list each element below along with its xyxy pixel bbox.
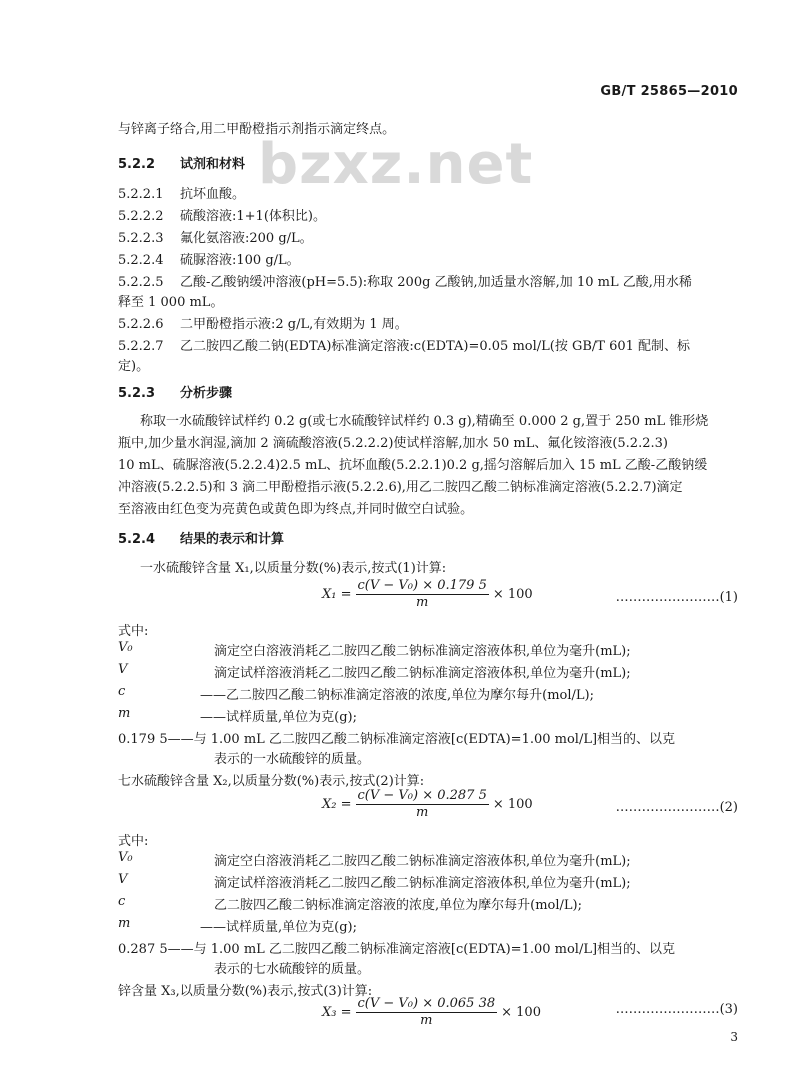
- item-5-2-2-1: 5.2.2.1 抗坏血酸。: [118, 187, 246, 202]
- equation-number-2: ……………………(2): [615, 800, 738, 815]
- equation-number-3: ……………………(3): [615, 1002, 738, 1017]
- item-5-2-2-5-cont: 释至 1 000 mL。: [118, 295, 224, 310]
- constant-line-1-cont: 表示的一水硫酸锌的质量。: [214, 752, 371, 767]
- where-label-2: 式中:: [118, 834, 149, 849]
- formula-3: X₃ = $\frac{\text{c(V − V₀) × 0.065 38}}{m}$ × 100: [322, 996, 541, 1028]
- item-5-2-2-7-cont: 定)。: [118, 359, 150, 374]
- item-5-2-2-6: 5.2.2.6 二甲酚橙指示液:2 g/L,有效期为 1 周。: [118, 317, 408, 332]
- procedure-line-4: 冲溶液(5.2.2.5)和 3 滴二甲酚橙指示液(5.2.2.6),用乙二胺四乙酸二钠标准滴定溶液(5.2.2.7)滴定: [118, 480, 683, 495]
- item-5-2-2-5: 5.2.2.5 乙酸-乙酸钠缓冲溶液(pH=5.5):称取 200g 乙酸钠,加适量水溶解,加 10 mL 乙酸,用水稀: [118, 275, 692, 290]
- section-heading-5-2-2: 5.2.2 试剂和材料: [118, 157, 246, 172]
- section-heading-5-2-3: 5.2.3 分析步骤: [118, 386, 233, 401]
- formula-1-intro: 一水硫酸锌含量 X₁,以质量分数(%)表示,按式(1)计算:: [140, 561, 447, 576]
- standard-code: GB/T 25865—2010: [600, 84, 738, 99]
- procedure-line-5: 至溶液由红色变为亮黄色或黄色即为终点,并同时做空白试验。: [118, 502, 474, 517]
- watermark: bzxz.net: [258, 132, 534, 197]
- equation-number-1: ……………………(1): [615, 590, 738, 605]
- item-5-2-2-4: 5.2.2.4 硫脲溶液:100 g/L。: [118, 253, 300, 268]
- formula-1: X₁ = $\frac{\text{c(V − V₀) × 0.179 5}}{m}$ × 100: [322, 578, 533, 610]
- constant-line-2-cont: 表示的七水硫酸锌的质量。: [214, 962, 371, 977]
- item-5-2-2-2: 5.2.2.2 硫酸溶液:1+1(体积比)。: [118, 209, 326, 224]
- formula-3-intro: 锌含量 X₃,以质量分数(%)表示,按式(3)计算:: [118, 984, 373, 999]
- page-number: 3: [730, 1030, 738, 1044]
- constant-line-1: 0.179 5——与 1.00 mL 乙二胺四乙酸二钠标准滴定溶液[c(EDTA)=1.00 mol/L]相当的、以克: [118, 732, 676, 747]
- procedure-line-3: 10 mL、硫脲溶液(5.2.2.4)2.5 mL、抗坏血酸(5.2.2.1)0.2 g,摇匀溶解后加入 15 mL 乙酸-乙酸钠缓: [118, 458, 708, 473]
- intro-line: 与锌离子络合,用二甲酚橙指示剂指示滴定终点。: [118, 122, 396, 137]
- item-5-2-2-3: 5.2.2.3 氟化氨溶液:200 g/L。: [118, 231, 313, 246]
- section-heading-5-2-4: 5.2.4 结果的表示和计算: [118, 532, 285, 547]
- formula-2-intro: 七水硫酸锌含量 X₂,以质量分数(%)表示,按式(2)计算:: [118, 774, 425, 789]
- formula-2: X₂ = $\frac{\text{c(V − V₀) × 0.287 5}}{m}$ × 100: [322, 788, 533, 820]
- constant-line-2: 0.287 5——与 1.00 mL 乙二胺四乙酸二钠标准滴定溶液[c(EDTA)=1.00 mol/L]相当的、以克: [118, 942, 676, 957]
- where-label-1: 式中:: [118, 624, 149, 639]
- item-5-2-2-7: 5.2.2.7 乙二胺四乙酸二钠(EDTA)标准滴定溶液:c(EDTA)=0.05 mol/L(按 GB/T 601 配制、标: [118, 339, 691, 354]
- procedure-line-1: 称取一水硫酸锌试样约 0.2 g(或七水硫酸锌试样约 0.3 g),精确至 0.000 2 g,置于 250 mL 锥形烧: [140, 414, 709, 429]
- procedure-line-2: 瓶中,加少量水润湿,滴加 2 滴硫酸溶液(5.2.2.2)使试样溶解,加水 50 mL、氟化铵溶液(5.2.2.3): [118, 436, 668, 451]
- document-page: GB/T 25865—2010 bzxz.net 与锌离子络合,用二甲酚橙指示剂指示滴定终点。 5.2.2 试剂和材料 5.2.2.1 抗坏血酸。 5.2.2.2 硫酸溶液:1+1(体积比)。 5.2.2.3 氟化氨溶液:200 g/L。 5.2.2.4 硫脲溶液:100 g/L。 5.2.2.5 乙酸-乙酸钠缓冲溶液(pH=5.5):称取 200g 乙酸钠,加适量水溶解,加 10 mL 乙酸,用水稀 释至 1 000 mL。 5.2.2.6 二甲酚橙指示液:2 g/L,有效期为 1 周。 5.2.2.7 乙二胺四乙酸二钠(EDTA)标准滴定溶液:c(EDTA)=0.05 mol/L(按 GB/T 601 配制、标 定)。 5.2.3 分析步骤 称取一水硫酸锌试样约 0.2 g(或七水硫酸锌试样约 0.3 g),精确至 0.000 2 g,置于 250 mL 锥形烧 瓶中,加少量水润湿,滴加 2 滴硫酸溶液(5.2.2.2)使试样溶解,加水 50 mL、氟化铵溶液(5.2.2.3) 10 mL、硫脲溶液(5.2.2.4)2.5 mL、抗坏血酸(5.2.2.1)0.2 g,摇匀溶解后加入 15 mL 乙酸-乙酸钠缓 冲溶液(5.2.2.5)和 3 滴二甲酚橙指示液(5.2.2.6),用乙二胺四乙酸二钠标准滴定溶液(5.2.2.7)滴定 至溶液由红色变为亮黄色或黄色即为终点,并同时做空白试验。 5.2.4 结果的表示和计算 一水硫酸锌含量 X₁,以质量分数(%)表示,按式(1)计算: X₁ = $\frac{\text{c(V − V₀) × 0.179 5}}{m}$ × 100 ……………………(1) 式中: V₀ 滴定空白溶液消耗乙二胺四乙酸二钠标准滴定溶液体积,单位为毫升(mL); V 滴定试样溶液消耗乙二胺四乙酸二钠标准滴定溶液体积,单位为毫升(mL); c ——乙二胺四乙酸二钠标准滴定溶液的浓度,单位为摩尔每升(mol/L); m ——试样质量,单位为克(g); 0.179 5——与 1.00 mL 乙二胺四乙酸二钠标准滴定溶液[c(EDTA)=1.00 mol/L]相当的、以克 表示的一水硫酸锌的质量。 七水硫酸锌含量 X₂,以质量分数(%)表示,按式(2)计算: X₂ = $\frac{\text{c(V − V₀) × 0.287 5}}{m}$ × 100 ……………………(2) 式中: V₀ 滴定空白溶液消耗乙二胺四乙酸二钠标准滴定溶液体积,单位为毫升(mL); V 滴定试样溶液消耗乙二胺四乙酸二钠标准滴定溶液体积,单位为毫升(mL); c 乙二胺四乙酸二钠标准滴定溶液的浓度,单位为摩尔每升(mol/L); m ——试样质量,单位为克(g); 0.287 5——与 1.00 mL 乙二胺四乙酸二钠标准滴定溶液[c(EDTA)=1.00 mol/L]相当的、以克 表示的七水硫酸锌的质量。 锌含量 X₃,以质量分数(%)表示,按式(3)计算: X₃ = $\frac{\text{c(V − V₀) × 0.065 38}}{m}$ × 100 ……………………(3) 3: [118, 84, 738, 1044]
